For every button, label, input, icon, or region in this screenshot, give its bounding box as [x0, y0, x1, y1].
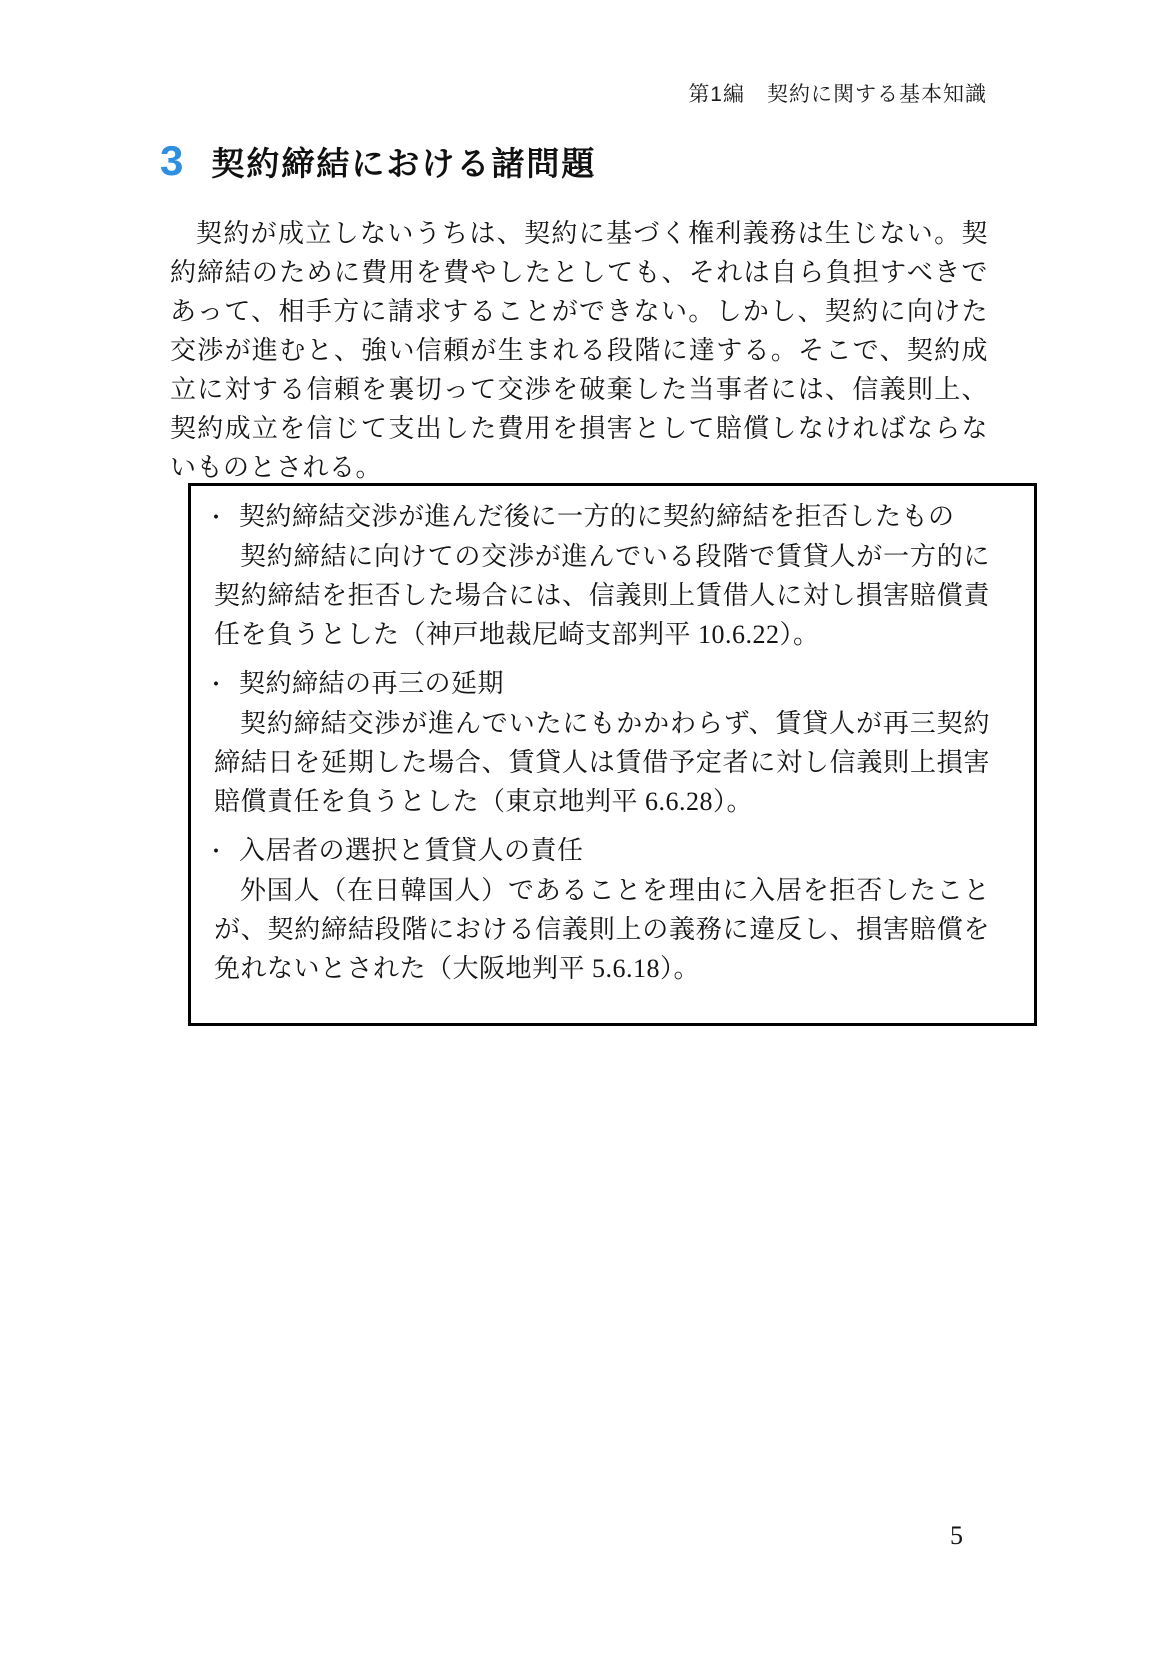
case-title: 契約締結の再三の延期 — [239, 669, 505, 698]
section-number: 3 — [160, 137, 184, 184]
case-item-postponement — [205, 664, 1014, 821]
intro-paragraph: 契約が成立しないうちは、契約に基づく権利義務は生じない。契約締結のために費用を費やしたとしても、それは自ら負担すべきであって、相手方に請求することができない。しかし、契約に向けた交渉が進むと、強い信頼が生まれる段階に達する。そこで、契約成立に対する信頼を裏切って交渉を破棄した当事者には、信義則上、契約成立を信じて支出した費用を損害として賠償しなければならないものとされる。 — [170, 219, 988, 482]
section-heading — [160, 137, 597, 184]
case-title-row — [205, 497, 1014, 537]
page-number: 5 — [950, 1521, 963, 1550]
case-body: 契約締結交渉が進んでいたにもかかわらず、賃貸人が再三契約締結日を延期した場合、賃貸人は賃借予定者に対し信義則上損害賠償責任を負うとした（東京地判平 6.6.28）。 — [214, 709, 990, 816]
case-box — [188, 483, 1037, 1026]
case-body: 契約締結に向けての交渉が進んでいる段階で賃貸人が一方的に契約締結を拒否した場合には、信義則上賃借人に対し損害賠償責任を負うとした（神戸地裁尼崎支部判平 10.6.22）。 — [214, 542, 990, 649]
case-item-tenant-selection — [205, 831, 1014, 988]
bullet-marker: ・ — [205, 505, 228, 530]
case-item-refusal — [205, 497, 1014, 654]
case-title: 入居者の選択と賃貸人の責任 — [239, 836, 584, 865]
case-title-row — [205, 664, 1014, 704]
bullet-marker: ・ — [205, 839, 228, 864]
bullet-marker: ・ — [205, 672, 228, 697]
case-body: 外国人（在日韓国人）であることを理由に入居を拒否したことが、契約締結段階における信義則上の義務に違反し、損害賠償を免れないとされた（大阪地判平 5.6.18）。 — [214, 876, 990, 983]
running-header: 第1編 契約に関する基本知識 — [688, 83, 987, 106]
case-title: 契約締結交渉が進んだ後に一方的に契約締結を拒否したもの — [239, 502, 955, 531]
section-title: 契約締結における諸問題 — [211, 145, 597, 182]
case-title-row — [205, 831, 1014, 871]
